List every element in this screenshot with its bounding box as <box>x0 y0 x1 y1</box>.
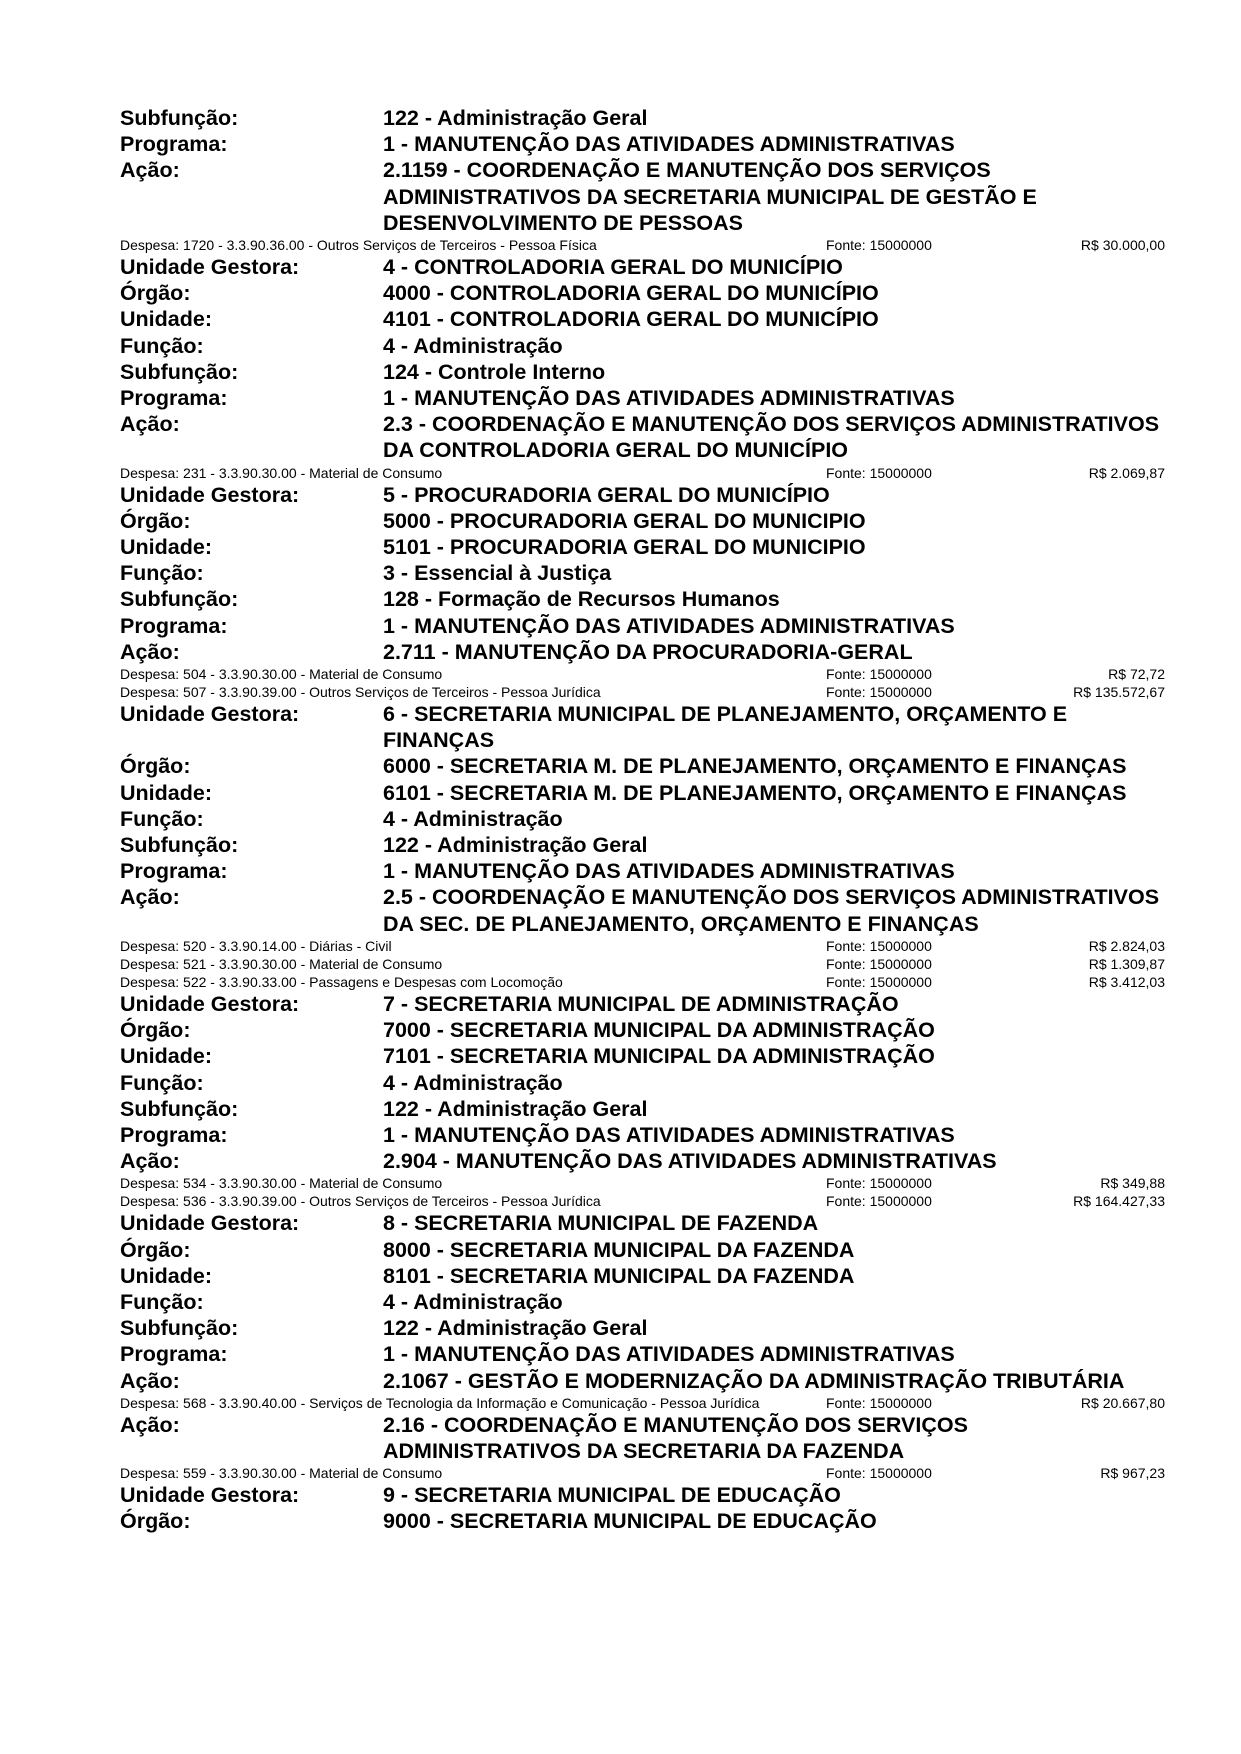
expense-source: Fonte: 15000000 <box>826 1465 932 1482</box>
expense-amount: R$ 2.824,03 <box>1088 937 1165 954</box>
field-label: Órgão: <box>120 754 191 779</box>
expense-row <box>120 1394 1165 1412</box>
expense-row <box>120 973 1165 991</box>
expense-description: Despesa: 521 - 3.3.90.30.00 - Material de Consumo <box>120 955 443 972</box>
field-value: 1 - MANUTENÇÃO DAS ATIVIDADES ADMINISTRATIVAS <box>383 859 955 884</box>
field-value: 6 - SECRETARIA MUNICIPAL DE PLANEJAMENTO, ORÇAMENTO E FINANÇAS <box>383 702 1068 753</box>
field-value: 1 - MANUTENÇÃO DAS ATIVIDADES ADMINISTRATIVAS <box>383 386 955 411</box>
expense-source: Fonte: 15000000 <box>826 955 932 972</box>
field-row <box>120 753 1165 779</box>
field-value: 2.904 - MANUTENÇÃO DAS ATIVIDADES ADMINISTRATIVAS <box>383 1149 997 1174</box>
field-value: 128 - Formação de Recursos Humanos <box>383 587 780 612</box>
field-value: 6101 - SECRETARIA M. DE PLANEJAMENTO, ORÇAMENTO E FINANÇAS <box>383 780 1127 805</box>
field-label: Órgão: <box>120 1018 191 1043</box>
expense-source: Fonte: 15000000 <box>826 237 932 254</box>
field-row <box>120 131 1165 157</box>
field-row <box>120 1017 1165 1043</box>
field-label: Unidade Gestora: <box>120 1211 300 1236</box>
field-value: 8101 - SECRETARIA MUNICIPAL DA FAZENDA <box>383 1263 855 1288</box>
field-value: 1 - MANUTENÇÃO DAS ATIVIDADES ADMINISTRATIVAS <box>383 613 955 638</box>
field-row <box>120 780 1165 806</box>
field-value: 4 - Administração <box>383 333 563 358</box>
expense-amount: R$ 2.069,87 <box>1088 464 1165 481</box>
field-value: 122 - Administração Geral <box>383 1316 648 1341</box>
field-value: 4101 - CONTROLADORIA GERAL DO MUNICÍPIO <box>383 307 879 332</box>
field-label: Unidade Gestora: <box>120 702 300 727</box>
field-value: 6000 - SECRETARIA M. DE PLANEJAMENTO, ORÇAMENTO E FINANÇAS <box>383 754 1127 779</box>
field-label: Unidade: <box>120 1044 212 1069</box>
field-value: 2.5 - COORDENAÇÃO E MANUTENÇÃO DOS SERVIÇOS ADMINISTRATIVOS DA SEC. DE PLANEJAMENTO, ORÇAMENTO E FINANÇAS <box>383 885 1160 936</box>
expense-description: Despesa: 536 - 3.3.90.39.00 - Outros Serviços de Terceiros - Pessoa Jurídica <box>120 1193 601 1210</box>
expense-source: Fonte: 15000000 <box>826 937 932 954</box>
field-row <box>120 701 1165 753</box>
expense-amount: R$ 3.412,03 <box>1088 973 1165 990</box>
expense-description: Despesa: 522 - 3.3.90.33.00 - Passagens e Despesas com Locomoção <box>120 973 563 990</box>
field-value: 3 - Essencial à Justiça <box>383 561 612 586</box>
field-value: 4 - Administração <box>383 806 563 831</box>
field-value: 4 - Administração <box>383 1070 563 1095</box>
field-value: 1 - MANUTENÇÃO DAS ATIVIDADES ADMINISTRATIVAS <box>383 132 955 157</box>
field-value: 5 - PROCURADORIA GERAL DO MUNICÍPIO <box>383 482 830 507</box>
field-label: Ação: <box>120 1368 180 1393</box>
field-row <box>120 858 1165 884</box>
field-value: 8000 - SECRETARIA MUNICIPAL DA FAZENDA <box>383 1237 855 1262</box>
field-row <box>120 1122 1165 1148</box>
expense-source: Fonte: 15000000 <box>826 1193 932 1210</box>
field-label: Unidade: <box>120 535 212 560</box>
field-label: Unidade: <box>120 307 212 332</box>
expense-row <box>120 1464 1165 1482</box>
expense-source: Fonte: 15000000 <box>826 1175 932 1192</box>
field-row <box>120 1315 1165 1341</box>
field-row <box>120 306 1165 332</box>
expense-description: Despesa: 504 - 3.3.90.30.00 - Material de Consumo <box>120 666 443 683</box>
expense-row <box>120 1174 1165 1192</box>
field-row <box>120 1043 1165 1069</box>
document-page <box>120 105 1165 1535</box>
field-value: 7 - SECRETARIA MUNICIPAL DE ADMINISTRAÇÃO <box>383 991 899 1016</box>
field-label: Unidade: <box>120 1263 212 1288</box>
expense-row <box>120 236 1165 254</box>
field-label: Programa: <box>120 132 228 157</box>
field-row <box>120 385 1165 411</box>
field-value: 7000 - SECRETARIA MUNICIPAL DA ADMINISTRAÇÃO <box>383 1018 935 1043</box>
field-value: 2.3 - COORDENAÇÃO E MANUTENÇÃO DOS SERVIÇOS ADMINISTRATIVOS DA CONTROLADORIA GERAL DO MUNICÍPIO <box>383 412 1160 463</box>
expense-description: Despesa: 507 - 3.3.90.39.00 - Outros Serviços de Terceiros - Pessoa Jurídica <box>120 684 601 701</box>
field-label: Unidade Gestora: <box>120 255 300 280</box>
field-row <box>120 1368 1165 1394</box>
field-label: Unidade Gestora: <box>120 482 300 507</box>
field-value: 9 - SECRETARIA MUNICIPAL DE EDUCAÇÃO <box>383 1483 841 1508</box>
expense-amount: R$ 349,88 <box>1100 1175 1165 1192</box>
expense-row <box>120 464 1165 482</box>
expense-amount: R$ 967,23 <box>1100 1465 1165 1482</box>
field-label: Subfunção: <box>120 587 239 612</box>
field-row <box>120 1412 1165 1464</box>
field-row <box>120 1070 1165 1096</box>
expense-row <box>120 955 1165 973</box>
field-row <box>120 991 1165 1017</box>
field-value: 4000 - CONTROLADORIA GERAL DO MUNICÍPIO <box>383 281 879 306</box>
field-value: 122 - Administração Geral <box>383 1096 648 1121</box>
field-row <box>120 1341 1165 1367</box>
field-row <box>120 333 1165 359</box>
field-label: Programa: <box>120 613 228 638</box>
field-label: Programa: <box>120 1342 228 1367</box>
field-row <box>120 359 1165 385</box>
field-row <box>120 586 1165 612</box>
expense-description: Despesa: 568 - 3.3.90.40.00 - Serviços de Tecnologia da Informação e Comunicação - Pessoa Jurídica <box>120 1394 760 1411</box>
field-row <box>120 508 1165 534</box>
field-label: Ação: <box>120 885 180 910</box>
field-label: Programa: <box>120 859 228 884</box>
field-value: 124 - Controle Interno <box>383 359 606 384</box>
expense-source: Fonte: 15000000 <box>826 1394 932 1411</box>
field-row <box>120 832 1165 858</box>
expense-description: Despesa: 534 - 3.3.90.30.00 - Material de Consumo <box>120 1175 443 1192</box>
field-label: Unidade Gestora: <box>120 1483 300 1508</box>
field-value: 2.711 - MANUTENÇÃO DA PROCURADORIA-GERAL <box>383 639 913 664</box>
field-value: 8 - SECRETARIA MUNICIPAL DE FAZENDA <box>383 1211 819 1236</box>
field-row <box>120 411 1165 463</box>
expense-description: Despesa: 231 - 3.3.90.30.00 - Material de Consumo <box>120 464 443 481</box>
field-label: Programa: <box>120 386 228 411</box>
field-label: Programa: <box>120 1122 228 1147</box>
field-label: Subfunção: <box>120 1316 239 1341</box>
field-value: 4 - CONTROLADORIA GERAL DO MUNICÍPIO <box>383 255 843 280</box>
field-row <box>120 1096 1165 1122</box>
field-value: 7101 - SECRETARIA MUNICIPAL DA ADMINISTRAÇÃO <box>383 1044 935 1069</box>
field-label: Unidade Gestora: <box>120 991 300 1016</box>
field-row <box>120 1263 1165 1289</box>
field-value: 122 - Administração Geral <box>383 833 648 858</box>
expense-amount: R$ 164.427,33 <box>1073 1193 1165 1210</box>
field-label: Subfunção: <box>120 106 239 130</box>
field-value: 9000 - SECRETARIA MUNICIPAL DE EDUCAÇÃO <box>383 1509 877 1534</box>
field-row <box>120 806 1165 832</box>
expense-amount: R$ 1.309,87 <box>1088 955 1165 972</box>
field-value: 4 - Administração <box>383 1289 563 1314</box>
expense-amount: R$ 20.667,80 <box>1080 1394 1165 1411</box>
field-label: Ação: <box>120 412 180 437</box>
field-label: Função: <box>120 1289 204 1314</box>
expense-row <box>120 665 1165 683</box>
field-label: Ação: <box>120 1149 180 1174</box>
field-value: 1 - MANUTENÇÃO DAS ATIVIDADES ADMINISTRATIVAS <box>383 1342 955 1367</box>
field-row <box>120 1210 1165 1236</box>
field-label: Função: <box>120 806 204 831</box>
field-row <box>120 639 1165 665</box>
expense-description: Despesa: 559 - 3.3.90.30.00 - Material de Consumo <box>120 1465 443 1482</box>
field-label: Função: <box>120 333 204 358</box>
expense-source: Fonte: 15000000 <box>826 666 932 683</box>
field-row <box>120 1237 1165 1263</box>
field-label: Órgão: <box>120 1237 191 1262</box>
expense-source: Fonte: 15000000 <box>826 973 932 990</box>
field-row <box>120 280 1165 306</box>
expense-source: Fonte: 15000000 <box>826 464 932 481</box>
expense-row <box>120 1192 1165 1210</box>
field-row <box>120 884 1165 936</box>
expense-amount: R$ 72,72 <box>1108 666 1165 683</box>
field-value: 122 - Administração Geral <box>383 106 648 130</box>
field-label: Órgão: <box>120 281 191 306</box>
field-label: Função: <box>120 561 204 586</box>
field-label: Subfunção: <box>120 359 239 384</box>
field-label: Subfunção: <box>120 1096 239 1121</box>
field-label: Ação: <box>120 639 180 664</box>
field-row <box>120 613 1165 639</box>
field-label: Subfunção: <box>120 833 239 858</box>
field-value: 2.16 - COORDENAÇÃO E MANUTENÇÃO DOS SERVIÇOS ADMINISTRATIVOS DA SECRETARIA DA FAZENDA <box>383 1412 968 1463</box>
field-label: Órgão: <box>120 1509 191 1534</box>
field-row <box>120 1482 1165 1508</box>
field-row <box>120 560 1165 586</box>
field-row <box>120 482 1165 508</box>
field-label: Ação: <box>120 1412 180 1437</box>
field-label: Ação: <box>120 158 180 183</box>
field-label: Função: <box>120 1070 204 1095</box>
expense-row <box>120 937 1165 955</box>
expense-source: Fonte: 15000000 <box>826 684 932 701</box>
expense-description: Despesa: 520 - 3.3.90.14.00 - Diárias - Civil <box>120 937 392 954</box>
field-row <box>120 534 1165 560</box>
field-value: 2.1159 - COORDENAÇÃO E MANUTENÇÃO DOS SERVIÇOS ADMINISTRATIVOS DA SECRETARIA MUNICIPAL DE GESTÃO E DESENVOLVIMENTO DE PESSOAS <box>383 158 1037 235</box>
field-value: 5000 - PROCURADORIA GERAL DO MUNICIPIO <box>383 508 866 533</box>
field-value: 2.1067 - GESTÃO E MODERNIZAÇÃO DA ADMINISTRAÇÃO TRIBUTÁRIA <box>383 1368 1125 1393</box>
field-row <box>120 254 1165 280</box>
expense-row <box>120 683 1165 701</box>
field-row <box>120 1508 1165 1534</box>
field-row <box>120 1148 1165 1174</box>
expense-amount: R$ 30.000,00 <box>1080 237 1165 254</box>
field-label: Órgão: <box>120 508 191 533</box>
field-value: 5101 - PROCURADORIA GERAL DO MUNICIPIO <box>383 535 866 560</box>
expense-description: Despesa: 1720 - 3.3.90.36.00 - Outros Serviços de Terceiros - Pessoa Física <box>120 237 597 254</box>
field-row <box>120 1289 1165 1315</box>
field-row <box>120 157 1165 236</box>
field-label: Unidade: <box>120 780 212 805</box>
expense-amount: R$ 135.572,67 <box>1073 684 1165 701</box>
field-row <box>120 105 1165 131</box>
field-value: 1 - MANUTENÇÃO DAS ATIVIDADES ADMINISTRATIVAS <box>383 1122 955 1147</box>
